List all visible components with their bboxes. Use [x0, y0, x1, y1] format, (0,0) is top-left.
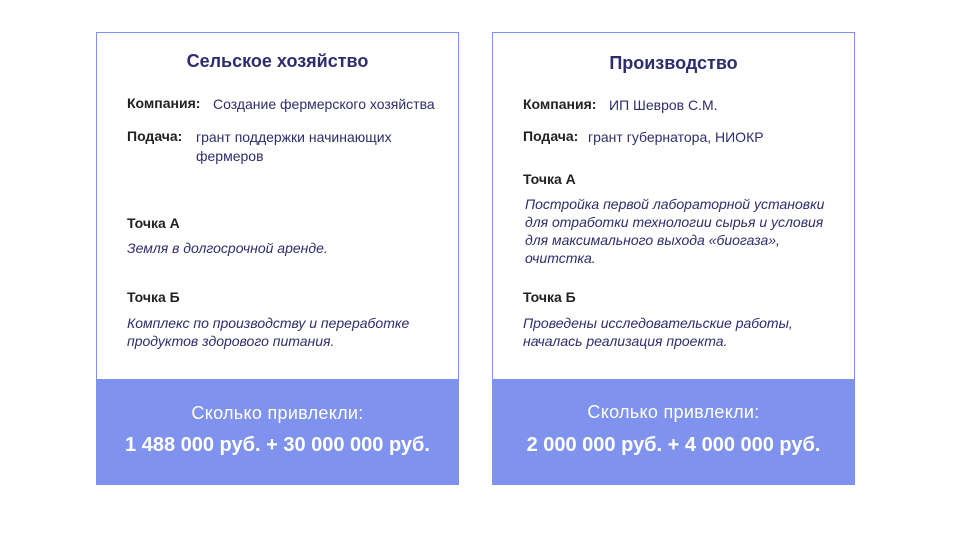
card-title: Производство: [609, 53, 738, 73]
raised-amount: 2 000 000 руб. + 4 000 000 руб.: [526, 434, 821, 456]
raised-footer: [492, 379, 855, 485]
point-b-label: Точка Б: [523, 289, 576, 305]
submission-value: грант поддержки начинающих фермеров: [196, 129, 392, 164]
raised-label: Сколько привлекли:: [191, 403, 364, 423]
raised-amount: 1 488 000 руб. + 30 000 000 руб.: [125, 434, 430, 456]
submission-label: Подача:: [127, 128, 183, 144]
company-label: Компания:: [523, 96, 597, 112]
company-value: ИП Шевров С.М.: [609, 97, 718, 113]
point-a-text: Постройка первой лабораторной установки для отработки технологии сырья и условия для максимального выхода «биогаза», очитстка.: [525, 196, 825, 266]
submission-value: грант губернатора, НИОКР: [588, 129, 764, 145]
point-b-text: Комплекс по производству и переработке продуктов здорового питания.: [127, 315, 410, 349]
point-a-text: Земля в долгосрочной аренде.: [127, 240, 328, 256]
submission-label: Подача:: [523, 128, 579, 144]
point-b-label: Точка Б: [127, 289, 180, 305]
point-a-label: Точка А: [523, 171, 576, 187]
card-title: Сельское хозяйство: [186, 51, 369, 71]
company-value: Создание фермерского хозяйства: [213, 96, 435, 112]
card-agriculture: [96, 32, 459, 485]
card-production: [492, 32, 855, 485]
point-a-label: Точка А: [127, 215, 180, 231]
point-b-text: Проведены исследовательские работы, началась реализация проекта.: [523, 315, 793, 349]
raised-footer: [96, 379, 459, 485]
raised-label: Сколько привлекли:: [587, 402, 760, 422]
company-label: Компания:: [127, 95, 201, 111]
